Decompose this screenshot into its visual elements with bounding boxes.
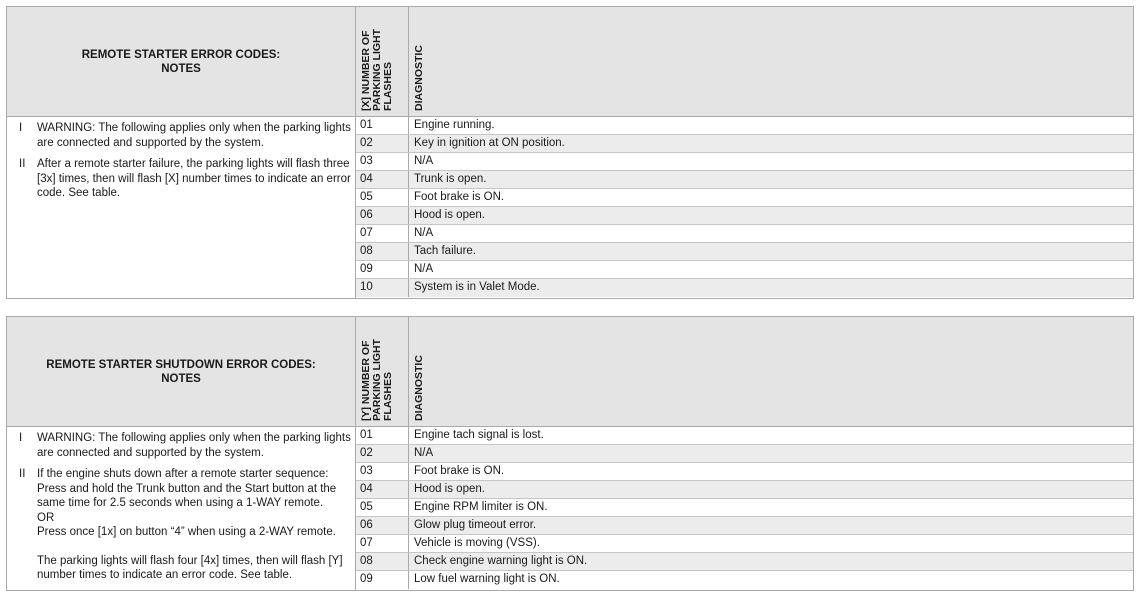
table-row xyxy=(356,571,1133,589)
diagnostic-text: Engine running. xyxy=(414,119,495,131)
codes-list xyxy=(355,427,1133,590)
note-item xyxy=(7,157,355,201)
diagnostic-text: N/A xyxy=(414,227,434,239)
diagnostic-text: Vehicle is moving (VSS). xyxy=(414,537,540,549)
flash-count: 05 xyxy=(356,189,409,206)
diagnostic-text: N/A xyxy=(414,263,434,275)
diagnostic-text: N/A xyxy=(414,447,434,459)
flash-count: 07 xyxy=(356,535,409,552)
table-row xyxy=(356,535,1133,553)
diagnostic-text: Glow plug timeout error. xyxy=(414,519,537,531)
diagnostic-text: Hood is open. xyxy=(414,483,485,495)
diagnostic-text: Low fuel warning light is ON. xyxy=(414,573,560,585)
note-text: OR xyxy=(37,511,55,524)
diagnostic-text: Engine RPM limiter is ON. xyxy=(414,501,548,513)
title-line: REMOTE STARTER ERROR CODES: xyxy=(81,48,281,61)
diagnostic-text: N/A xyxy=(414,155,434,167)
table-row xyxy=(356,279,1133,297)
flash-count: 05 xyxy=(356,499,409,516)
table-row xyxy=(356,189,1133,207)
table-row xyxy=(356,427,1133,445)
shutdown-error-codes-table xyxy=(6,316,1134,591)
table-row xyxy=(356,171,1133,189)
flash-count: 01 xyxy=(356,117,409,134)
diagnostic-header-text: DIAGNOSTIC xyxy=(413,355,425,421)
flash-count: 02 xyxy=(356,135,409,152)
title-line: REMOTE STARTER SHUTDOWN ERROR CODES: xyxy=(46,358,316,371)
flash-count: 07 xyxy=(356,225,409,242)
flash-count: 02 xyxy=(356,445,409,462)
diagnostic-text: Trunk is open. xyxy=(414,173,487,185)
note-number: I xyxy=(19,122,23,134)
table-row xyxy=(356,243,1133,261)
table-title xyxy=(7,317,355,426)
note-text: The parking lights will flash four [4x] times, then will flash [Y] number times to indicate an error code. See table. xyxy=(37,554,343,581)
table-row xyxy=(356,517,1133,535)
flash-count: 09 xyxy=(356,261,409,278)
note-item xyxy=(7,431,355,460)
note-text: If the engine shuts down after a remote starter sequence: Press and hold the Trunk button and the Start button at the same time for 2.5 seconds when using a 1-WAY remote. xyxy=(37,468,337,509)
table-row xyxy=(356,499,1133,517)
flashes-header-text: [Y] NUMBER OF PARKING LIGHT FLASHES xyxy=(360,338,394,421)
flashes-header-text: [X] NUMBER OF PARKING LIGHT FLASHES xyxy=(360,28,394,111)
table-row xyxy=(356,153,1133,171)
diagnostic-text: System is in Valet Mode. xyxy=(414,281,540,293)
table-row xyxy=(356,553,1133,571)
notes-panel xyxy=(7,117,355,298)
flash-count: 08 xyxy=(356,553,409,570)
diagnostic-column-header xyxy=(409,7,1133,116)
table-row xyxy=(356,225,1133,243)
flashes-column-header xyxy=(355,7,409,116)
error-codes-table xyxy=(6,6,1134,299)
flash-count: 09 xyxy=(356,571,409,589)
note-number: I xyxy=(19,432,23,444)
diagnostic-text: Engine tach signal is lost. xyxy=(414,429,544,441)
diagnostic-text: Foot brake is ON. xyxy=(414,191,505,203)
note-number: II xyxy=(19,158,26,170)
flashes-column-header xyxy=(355,317,409,426)
table-row xyxy=(356,445,1133,463)
codes-list xyxy=(355,117,1133,298)
flash-count: 04 xyxy=(356,171,409,188)
flash-count: 04 xyxy=(356,481,409,498)
flash-count: 08 xyxy=(356,243,409,260)
flash-count: 01 xyxy=(356,427,409,444)
diagnostic-text: Foot brake is ON. xyxy=(414,465,505,477)
diagnostic-header-text: DIAGNOSTIC xyxy=(413,45,425,111)
note-item xyxy=(7,467,355,583)
notes-heading: NOTES xyxy=(161,372,201,385)
diagnostic-text: Check engine warning light is ON. xyxy=(414,555,588,567)
table-row xyxy=(356,481,1133,499)
table-header xyxy=(7,317,1133,427)
table-row xyxy=(356,207,1133,225)
table-title xyxy=(7,7,355,116)
flash-count: 03 xyxy=(356,463,409,480)
table-row xyxy=(356,463,1133,481)
diagnostic-text: Tach failure. xyxy=(414,245,477,257)
table-row xyxy=(356,135,1133,153)
note-text: After a remote starter failure, the parking lights will flash three [3x] times, then will flash [X] number times to indicate an error code. See table. xyxy=(37,158,351,199)
notes-heading: NOTES xyxy=(161,62,201,75)
note-text: Press once [1x] on button “4” when using a 2-WAY remote. xyxy=(37,526,336,538)
diagnostic-text: Key in ignition at ON position. xyxy=(414,137,565,149)
table-row xyxy=(356,261,1133,279)
note-text: WARNING: The following applies only when the parking lights are connected and supported by the system. xyxy=(37,432,351,459)
flash-count: 03 xyxy=(356,153,409,170)
note-number: II xyxy=(19,468,26,480)
diagnostic-column-header xyxy=(409,317,1133,426)
notes-panel xyxy=(7,427,355,590)
flash-count: 06 xyxy=(356,207,409,224)
flash-count: 06 xyxy=(356,517,409,534)
note-text: WARNING: The following applies only when the parking lights are connected and supported by the system. xyxy=(37,122,351,149)
note-item xyxy=(7,121,355,150)
table-header xyxy=(7,7,1133,117)
diagnostic-text: Hood is open. xyxy=(414,209,485,221)
flash-count: 10 xyxy=(356,279,409,297)
table-row xyxy=(356,117,1133,135)
